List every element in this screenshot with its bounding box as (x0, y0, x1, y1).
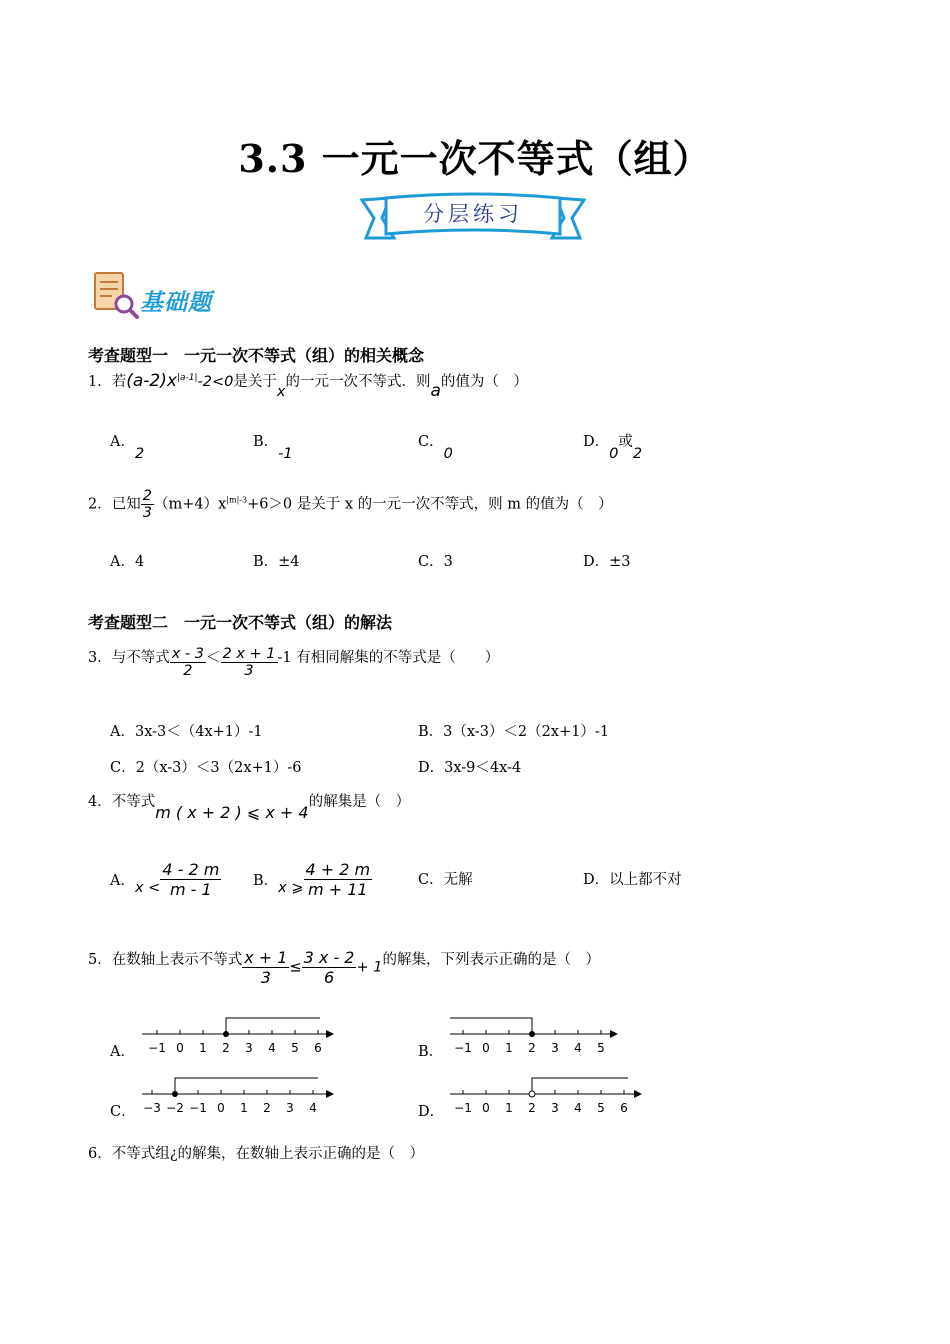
tick-label: −1 (454, 1101, 472, 1115)
tick-label: 3 (286, 1101, 294, 1115)
tick-label: 0 (482, 1041, 490, 1055)
tick-label: 3 (551, 1041, 559, 1055)
document-search-icon (92, 270, 140, 320)
q5-option-a[interactable]: A． (110, 1044, 135, 1060)
q2-option-a[interactable]: A．4 (110, 554, 145, 570)
q4-option-b[interactable]: B．x ⩾ $\frac{4 + 2 m}{m + 11}$ (253, 860, 371, 899)
q2-option-b[interactable]: B．±4 (253, 554, 300, 570)
q5-option-b[interactable]: B． (418, 1044, 444, 1060)
page-title: 3.3 一元一次不等式（组） (238, 136, 712, 181)
tick-label: 1 (505, 1041, 513, 1055)
tick-label: −1 (148, 1041, 166, 1055)
question-3: 3．与不等式 $\frac{x - 3}{2}$ ＜ $\frac{2 x + 1}{3}$ -1 有相同解集的不等式是（ ） (88, 646, 500, 679)
q1-option-c[interactable]: C．0 (418, 434, 453, 462)
q4-option-d[interactable]: D．以上都不对 (583, 872, 682, 888)
tick-label: −1 (454, 1041, 472, 1055)
tick-label: 3 (245, 1041, 253, 1055)
question-2: 2．已知 $\frac{2}{3}$ $(m+4)x^{|m|-3}+6>0$ 是关于 x 的一元一次不等式，则 m 的值为（ ） (88, 488, 613, 521)
tick-label: 6 (314, 1041, 322, 1055)
tick-label: 6 (620, 1101, 628, 1115)
number-line-b (446, 1010, 626, 1060)
number-line-a (138, 1010, 338, 1060)
q4-option-a[interactable]: A．x < $\frac{4 - 2 m}{m - 1}$ (110, 860, 220, 899)
tick-label: 0 (482, 1101, 490, 1115)
question-5: 5．在数轴上表示不等式 $\frac{x + 1}{3}$ ≤ $\frac{3 x - 2}{6}$ + 1的解集，下列表示正确的是（ ） (88, 948, 600, 987)
q3-option-d[interactable]: D．3x-9＜4x-4 (418, 760, 522, 776)
tick-label: 4 (574, 1041, 582, 1055)
q3-option-a[interactable]: A．3x-3＜（4x+1）-1 (110, 724, 263, 740)
tick-label: 5 (597, 1101, 605, 1115)
tick-label: 5 (597, 1041, 605, 1055)
q2-option-c[interactable]: C．3 (418, 554, 453, 570)
tick-label: −3 (143, 1101, 161, 1115)
question-1: 1．若$(a-2)x^{|a-1|}-2<0$是关于x的一元一次不等式．则a的值为（ ） (88, 371, 528, 401)
q3-option-c[interactable]: C．2（x-3）＜3（2x+1）-6 (110, 760, 302, 776)
tick-label: 2 (528, 1041, 536, 1055)
heading-type-1: 考查题型一 一元一次不等式（组）的相关概念 (88, 346, 425, 365)
q5-option-d[interactable]: D． (418, 1104, 445, 1120)
question-6: 6．不等式组¿的解集，在数轴上表示正确的是（ ） (88, 1146, 424, 1162)
tick-label: 2 (528, 1101, 536, 1115)
number-line-d (446, 1070, 646, 1120)
tick-label: 4 (574, 1101, 582, 1115)
q3-option-b[interactable]: B．3（x-3）＜2（2x+1）-1 (418, 724, 610, 740)
question-4: 4．不等式m ( x + 2 ) ⩽ x + 4的解集是（ ） (88, 794, 411, 822)
tick-label: 4 (309, 1101, 317, 1115)
q2-option-d[interactable]: D．±3 (583, 554, 631, 570)
tick-label: 0 (176, 1041, 184, 1055)
q1-option-d[interactable]: D．0或2 (583, 434, 643, 462)
q4-option-c[interactable]: C．无解 (418, 872, 473, 888)
section-label: 基础题 (140, 289, 212, 316)
tick-label: 0 (217, 1101, 225, 1115)
tick-label: 4 (268, 1041, 276, 1055)
tick-label: 1 (240, 1101, 248, 1115)
tick-label: 1 (199, 1041, 207, 1055)
number-line-c (138, 1070, 338, 1120)
q5-option-c[interactable]: C． (110, 1104, 136, 1120)
tick-label: −2 (166, 1101, 184, 1115)
tick-label: 3 (551, 1101, 559, 1115)
q1-option-a[interactable]: A．2 (110, 434, 145, 462)
q1-option-b[interactable]: B．-1 (253, 434, 293, 462)
tick-label: 2 (222, 1041, 230, 1055)
banner-label: 分层练习 (423, 202, 523, 226)
tick-label: 2 (263, 1101, 271, 1115)
tick-label: 1 (505, 1101, 513, 1115)
tick-label: −1 (189, 1101, 207, 1115)
heading-type-2: 考查题型二 一元一次不等式（组）的解法 (88, 613, 393, 632)
tick-label: 5 (291, 1041, 299, 1055)
